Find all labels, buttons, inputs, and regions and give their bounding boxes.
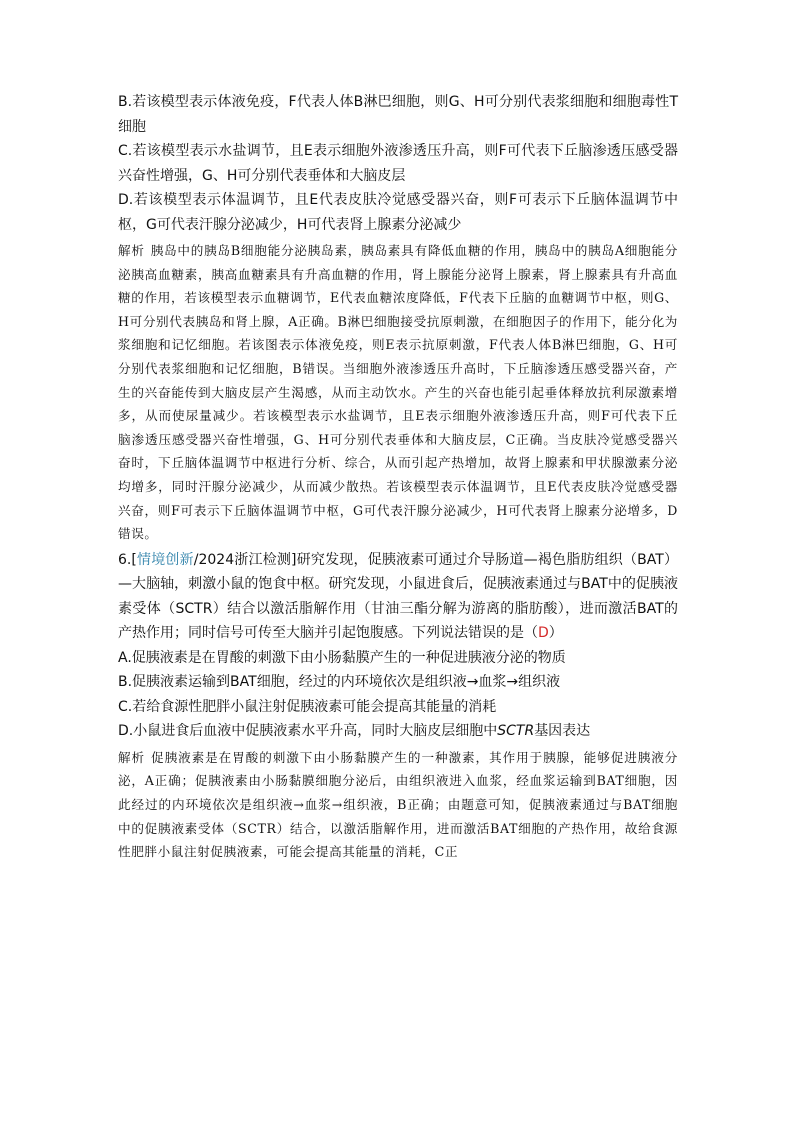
gene-name: SCTR [497,723,535,740]
option-d [118,719,678,744]
option-c-prev: C.若该模型表示水盐调节，且E表示细胞外液渗透压升高，则F可代表下丘脑渗透压感受器兴奋性增强，G、H可分别代表垂体和大脑皮层 [118,143,678,184]
analysis-label-q6: 解析 [118,749,146,765]
analysis-text-q6: 促胰液素是在胃酸的刺激下由小肠黏膜产生的一种激素，其作用于胰腺，能够促进胰液分泌，A正确；促胰液素由小肠黏膜细胞分泌后，由组织液进入血浆，经血浆运输到BAT细胞，因此经过的内环境依次是组织液→血浆→组织液，B正确；由题意可知，促胰液素通过与BAT细胞中的促胰液素受体（SCTR）结合，以激活脂解作用，进而激活BAT细胞的产热作用，故给食源性肥胖小鼠注射促胰液素，可能会提高其能量的消耗，C正 [118,749,678,860]
question-stem: 研究发现，促胰液素可通过介导肠道—褐色脂肪组织（BAT）—大脑轴，刺激小鼠的饱食中枢。研究发现，小鼠进食后，促胰液素通过与BAT中的促胰液素受体（SCTR）结合以激活脂解作用（甘油三酯分解为游离的脂肪酸），进而激活BAT的产热作用；同时信号可传至大脑并引起饱腹感。下列说法错误的是（ [118,551,679,642]
question-stem-close: ） [548,625,563,642]
analysis-q6 [118,746,678,864]
answer-letter: D [538,625,549,642]
source-tag: /2024浙江检测] [193,551,297,568]
option-d-prev: D.若该模型表示体温调节，且E代表皮肤冷觉感受器兴奋，则F可表示下丘脑体温调节中枢，G可代表汗腺分泌减少，H可代表肾上腺素分泌减少 [118,192,678,233]
option-d-text: D.小鼠进食后血液中促胰液素水平升高，同时大脑皮层细胞中 [118,723,498,740]
document-page [118,90,678,866]
analysis-label: 解析 [118,243,145,258]
option-b-prev: B.若该模型表示体液免疫，F代表人体B淋巴细胞，则G、H可分别代表浆细胞和细胞毒性T细胞 [118,94,678,135]
analysis-prev [118,239,678,546]
option-c: C.若给食源性肥胖小鼠注射促胰液素可能会提高其能量的消耗 [118,698,497,715]
tag-open-bracket: [ [131,551,137,568]
question-number: 6. [118,551,132,568]
question-6-stem [118,548,678,646]
option-b: B.促胰液素运输到BAT细胞，经过的内环境依次是组织液→血浆→组织液 [118,674,561,691]
analysis-text: 胰岛中的胰岛B细胞能分泌胰岛素，胰岛素具有降低血糖的作用，胰岛中的胰岛A细胞能分泌胰高血糖素，胰高血糖素具有升高血糖的作用，肾上腺能分泌肾上腺素，肾上腺素具有升高血糖的作用，若该模型表示血糖调节，E代表血糖浓度降低，F代表下丘脑的血糖调节中枢，则G、H可分别代表胰岛和肾上腺，A正确。B淋巴细胞接受抗原刺激，在细胞因子的作用下，能分化为浆细胞和记忆细胞。若该图表示体液免疫，则E表示抗原刺激，F代表人体B淋巴细胞，G、H可分别代表浆细胞和记忆细胞，B错误。当细胞外液渗透压升高时，下丘脑渗透压感受器兴奋，产生的兴奋能传到大脑皮层产生渴感，从而主动饮水。产生的兴奋也能引起垂体释放抗利尿激素增多，从而使尿量减少。若该模型表示水盐调节，且E表示细胞外液渗透压升高，则F可代表下丘脑渗透压感受器兴奋性增强，G、H可分别代表垂体和大脑皮层，C正确。当皮肤冷觉感受器兴奋时，下丘脑体温调节中枢进行分析、综合，从而引起产热增加，故肾上腺素和甲状腺激素分泌均增多，同时汗腺分泌减少，从而减少散热。若该模型表示体温调节，且E代表皮肤冷觉感受器兴奋，则F可表示下丘脑体温调节中枢，G可代表汗腺分泌减少，H可代表肾上腺素分泌增多，D错误。 [118,243,678,542]
scenario-tag: 情境创新 [136,551,194,568]
option-a: A.促胰液素是在胃酸的刺激下由小肠黏膜产生的一种促进胰液分泌的物质 [118,649,566,666]
option-d-text-end: 基因表达 [534,723,591,740]
